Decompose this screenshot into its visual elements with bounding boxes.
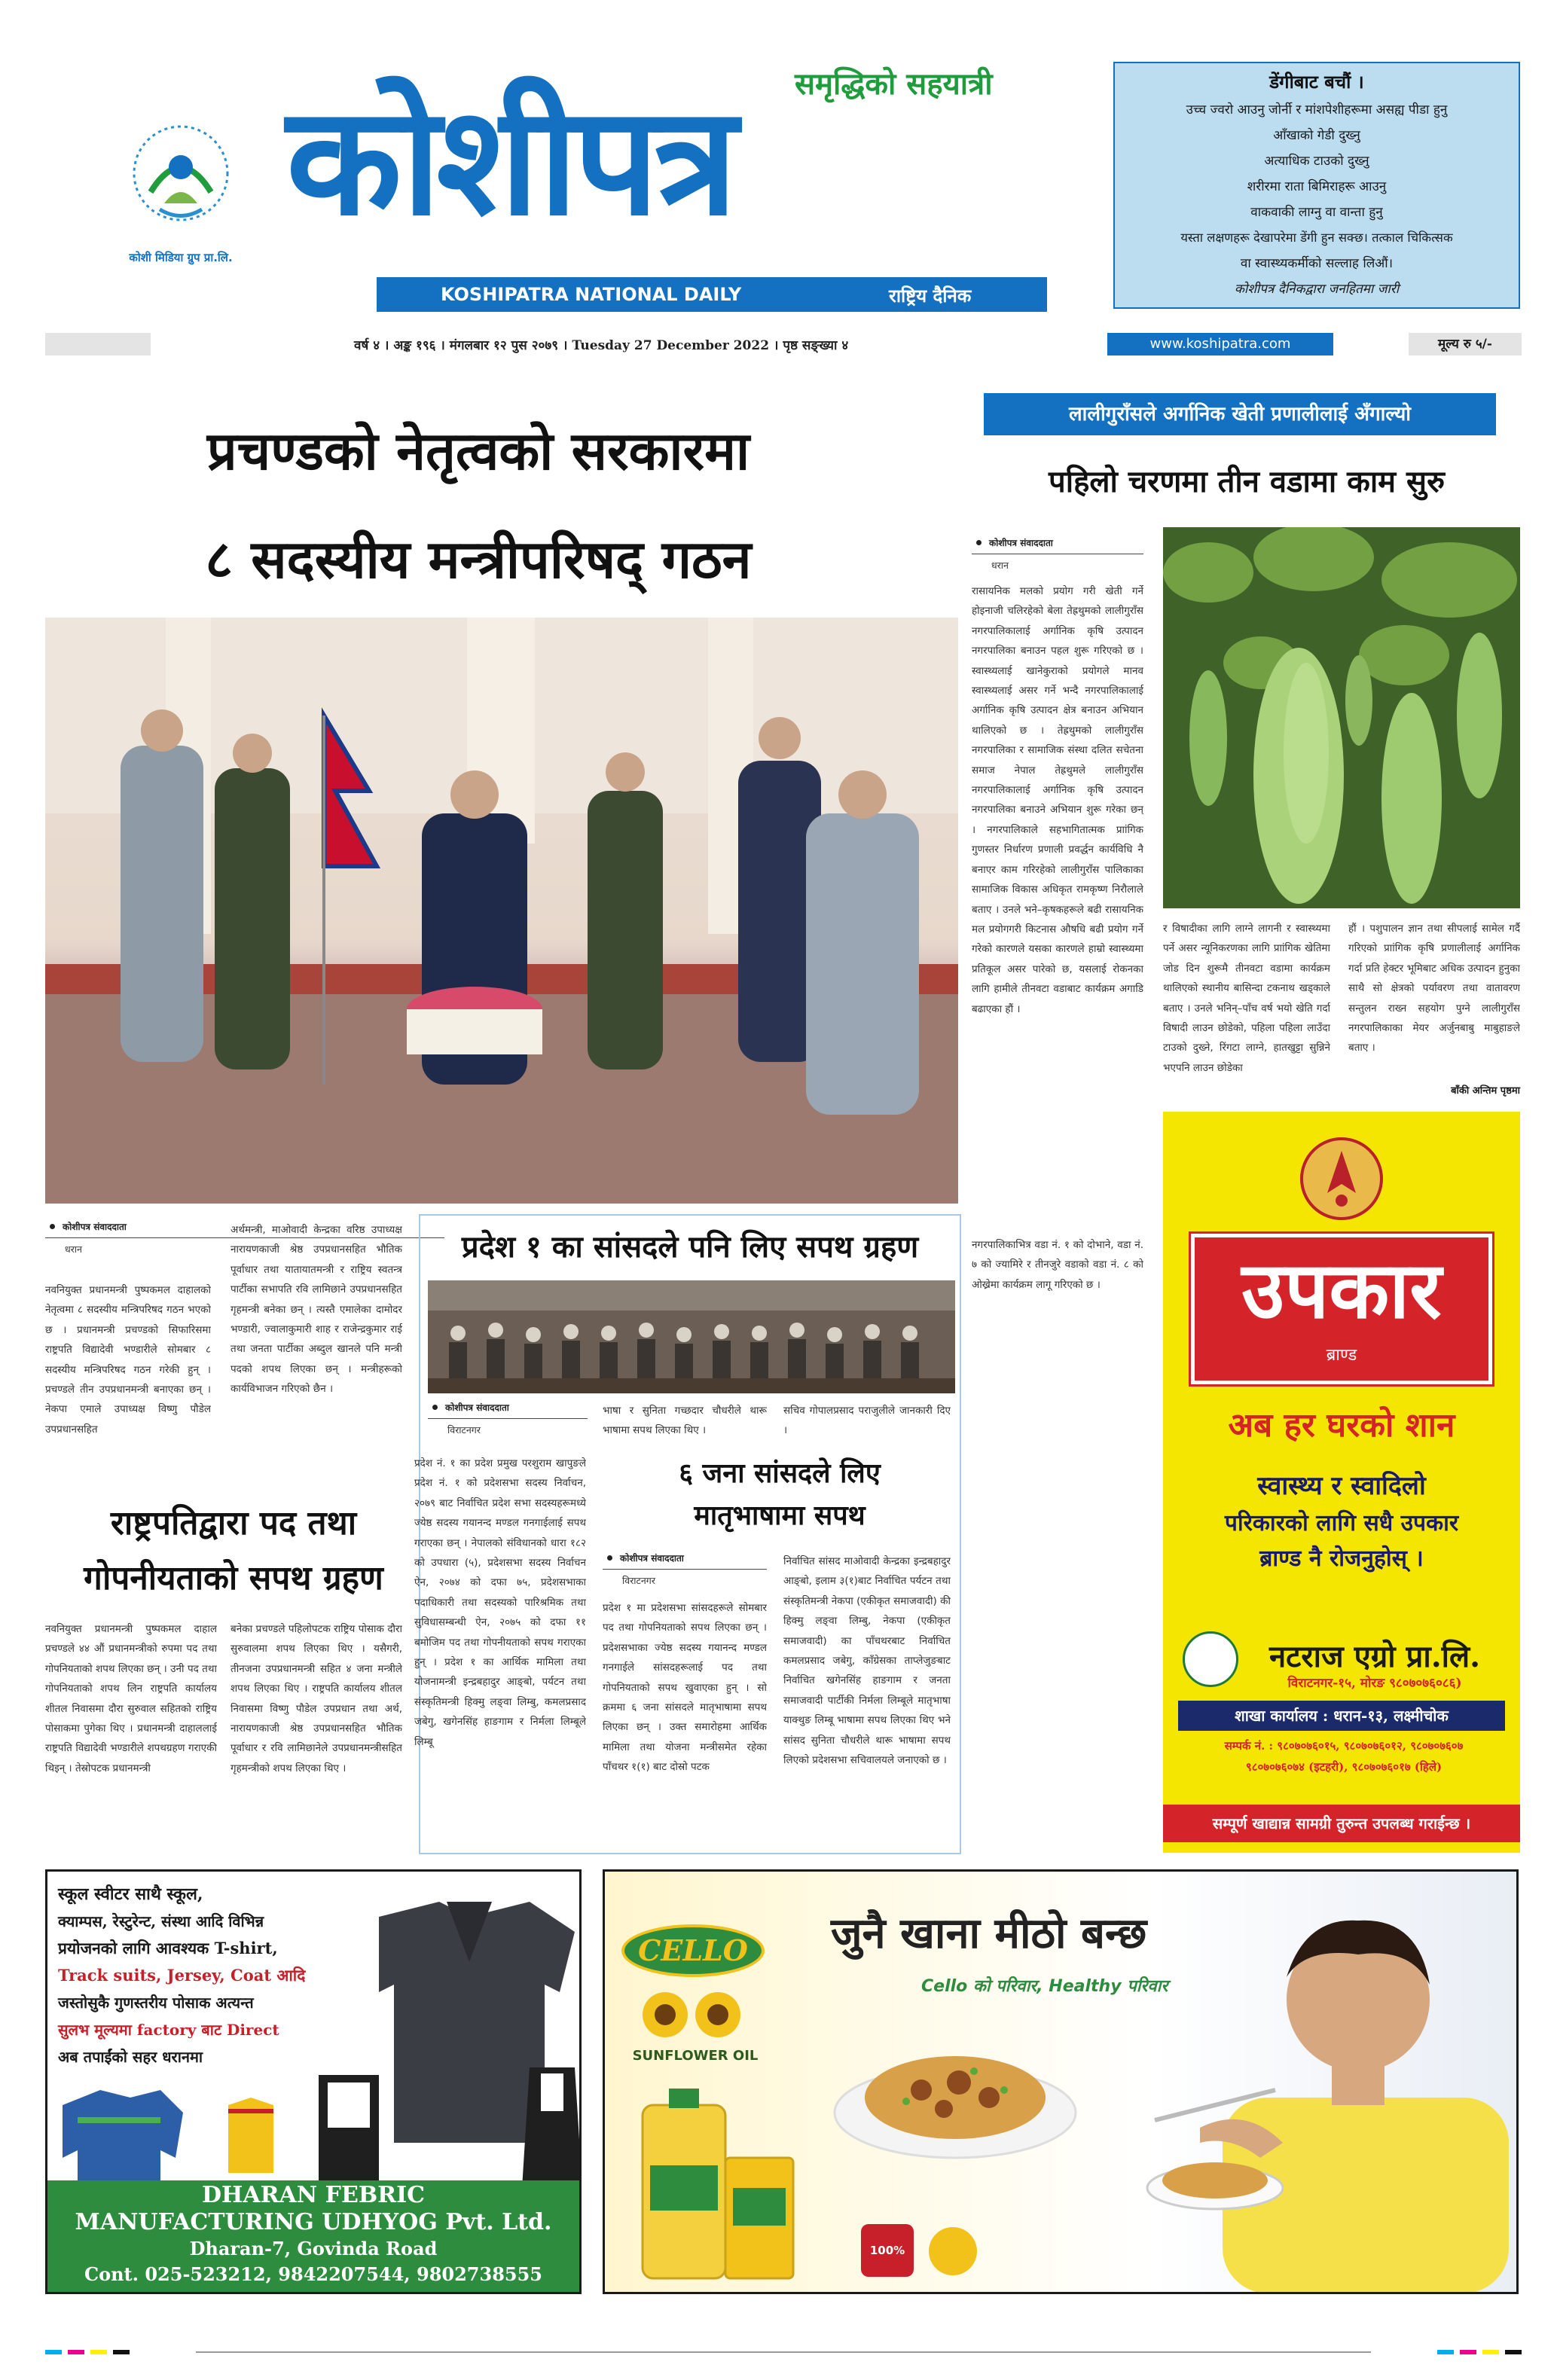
cello-ad[interactable] [603, 1869, 1519, 2294]
upakar-brand: उपकार [1241, 1244, 1442, 1336]
print-mark [113, 2350, 130, 2354]
dharan-ad-line: सुलभ मूल्यमा factory बाट Direct [58, 2021, 279, 2039]
swearing-in-photo [45, 618, 958, 1204]
oath-headline-2: गोपनीयताको सपथ ग्रहण [84, 1559, 383, 1597]
byline-text: कोशीपत्र संवाददाता [989, 538, 1053, 548]
dharan-ad-line: प्रयोजनको लागि आवश्यक T-shirt, [58, 1939, 278, 1957]
bullet-icon [432, 1405, 438, 1410]
koshi-media-logo[interactable] [105, 121, 256, 271]
masthead-sub-bar [377, 277, 1047, 312]
print-mark [1505, 2350, 1522, 2354]
lead-headline-2: ८ सदस्यीय मन्त्रीपरिषद् गठन [205, 528, 752, 590]
dharan-contact: Cont. 025-523212, 9842207544, 9802738555 [84, 2263, 542, 2285]
print-registration-marks [45, 2350, 1522, 2354]
dharan-febric-ad[interactable] [45, 1869, 582, 2294]
province-col-1: प्रदेश नं. १ का प्रदेश प्रमुख परशुराम खापुङले प्रदेश नं. १ को प्रदेशसभा सदस्य निर्वाचन, २०७९ बाट निर्वाचित प्रदेश सभा सदस्यहरूमध्ये ज्येष्ठ सदस्य गयानन्द मण्डल गनगाईलाई सपथ गराएका छन् । नेपालको संविधानको धारा १८२ को उपधारा (५), प्रदेशसभा सदस्य निर्वाचन ऐन, २०७४ को दफा ७५, प्रदेशसभाका पदाधिकारी तथा सदस्यको पारिश्रमिक तथा सुविधासम्बन्धी ऐन, २०७५ को दफा ११ बमोजिम पद तथा गोपनीयताको सपथ गराएका हुन् । प्रदेश १ का आर्थिक मामिला तथा योजनामन्त्री इन्द्रबहादुर आङ्बो, पर्यटन तथा संस्कृतिमन्त्री हिक्मु लङ्वा लिम्बु, कमलप्रसाद जबेगु, खगेनसिंह हाङगाम र निर्मला लिम्बूले लिम्बू [414, 1457, 586, 1748]
dharan-ad-line: अब तपाईंको सहर धरानमा [58, 2048, 203, 2066]
bullet-icon [50, 1224, 55, 1229]
upakar-ad[interactable] [1163, 1112, 1520, 1853]
swearing-in-illustration [45, 618, 958, 1204]
dengue-line: आँखाको गेडी दुख्नु [1273, 128, 1360, 143]
province-col-2: भाषा र सुनिता गच्छदार चौधरीले थारू भाषामा सपथ लिएका थिए । [603, 1405, 767, 1437]
upakar-emblem-icon [1300, 1137, 1383, 1220]
organic-story-head [972, 536, 1143, 575]
organic-col-2: र विषादीका लागि लाग्ने लागनी र स्वास्थ्यमा पर्ने असर न्यूनिकरणका लागि प्राांगिक खेतिमा जोड दिन शुरूमै तीनवटा वडामा कार्यक्रम थालिएको स्थानीय बासिन्दा टकनाथ खड्काले बताए । उनले भनिन्–पाँच वर्ष भयो खेति गर्दा विषादी लाउन छोडेको, पहिला पहिला लाउँदा टाउको दुख्ने, रिंगटा लाग्ने, हातखुट्टा सुन्निने भएपनि लाउन छोडेका [1163, 923, 1330, 1074]
upakar-address: विराटनगर-१५, मोरङ ९८०७०७६०८६) [1287, 1676, 1462, 1691]
bottle-gourd-illustration [1163, 527, 1520, 908]
dharan-name-2: MANUFACTURING UDHYOG Pvt. Ltd. [75, 2209, 552, 2235]
upakar-line-2: परिकारको लागि सधै उपकार [1224, 1510, 1459, 1536]
share-icon [929, 2227, 977, 2275]
oath-headline-1: राष्ट्रपतिद्वारा पद तथा [110, 1504, 357, 1542]
organic-col-3: हौं । पशुपालन ज्ञान तथा सीपलाई सामेल गर्दै गरिएको प्राांगिक कृषि प्रणालीलाई अर्गानिक गर्दा प्रति हेक्टर भूमिबाट अधिक उत्पादन हुनुका साथै सो क्षेत्रको पर्यावरण तथा वातावरण सन्तुलन राख्न सहयोग पुग्ने लालीगुराँस नगरपालिकाका मेयर अर्जुनबाबु माबुहाङले बताए । [1348, 923, 1520, 1054]
english-name: KOSHIPATRA NATIONAL DAILY [441, 284, 742, 305]
lead-col-2: अर्थमन्त्री, माओवादी केन्द्रका वरिष्ठ उपाध्यक्ष नारायणकाजी श्रेष्ठ उपप्रधानसहित भौतिक पूर्वाधार तथा यातायातमन्त्री र राष्ट्रिय स्वतन्त्र पार्टीका सभापति रवि लामिछाने उपप्रधानसहित गृहमन्त्री बनेका छन् । त्यस्तै एमालेका दामोदर भण्डारी, ज्वालाकुमारी शाह र राजेन्द्रकुमार राई तथा जनता पार्टीका अब्दुल खानले पनि मन्त्री पदको शपथ लिएका छन् । मन्त्रीहरूको कार्यविभाजन गरिएको छैन । [230, 1224, 402, 1396]
bottle-gourd-photo [1163, 527, 1520, 908]
dharan-address: Dharan-7, Govinda Road [189, 2238, 438, 2259]
print-mark [90, 2350, 107, 2354]
mother-tongue-col-1: प्रदेश १ मा प्रदेशसभा सांसदहरूले सोमबार पद तथा गोपनियताको सपथ लिएका छन् । प्रदेशसभाका ज्येष्ठ सदस्य गयानन्द मण्डल गनगाईले सांसदहरूलाई पद तथा गोपनियताको सपथ खुवाएका हुन् । सो क्रममा ६ जना सांसदले मातृभाषामा सपथ लिएका छन् । उक्त समारोहमा आर्थिक मामिला तथा योजना मन्त्रीसमेत रहेका पाँचथर १(१) बाट दोस्रो पटक [603, 1602, 767, 1774]
lead-col-1: नवनियुक्त प्रधानमन्त्री पुष्पकमल दाहालको नेतृत्वमा ८ सदस्यीय मन्त्रिपरिषद गठन भएको छ । प्रधानमन्त्री प्रचण्डको सिफारिसमा राष्ट्रपति विद्यादेवी भण्डारीले सोमबार ८ सदस्यीय मन्त्रिपरिषद गठन गरेकी हुन् । प्रचण्डले तीन उपप्रधानमन्त्री बनाएका छन् । नेकपा एमाले उपाध्यक्ष विष्णु पौडेल उपप्रधानसहित [45, 1284, 211, 1436]
print-mark [1482, 2350, 1499, 2354]
mother-tongue-byline [603, 1552, 767, 1570]
province-dateline: विराटनगर [447, 1424, 481, 1436]
badge-100-text: 100% [869, 2244, 905, 2257]
dengue-line: अत्याधिक टाउको दुख्नु [1264, 154, 1369, 169]
organic-dateline: धरान [991, 560, 1009, 571]
upakar-line-3: ब्राण्ड नै रोजनुहोस् । [1259, 1545, 1424, 1572]
province-byline [428, 1401, 588, 1419]
masthead-title: कोशीपत्र [286, 74, 734, 249]
masthead-tagline: समृद्धिको सहयात्री [795, 66, 993, 102]
print-rule [196, 2351, 1371, 2353]
byline-text: कोशीपत्र संवाददाता [445, 1402, 509, 1413]
oath-col-2: बनेका प्रचण्डले पहिलोपटक राष्ट्रिय पोसाक दौरा सुरुवालमा शपथ लिएका थिए । यसैगरी, तीनजना उपप्रधानमन्त्री सहित ४ जना मन्त्रीले शपथ लिएका थिए । राष्ट्रपति कार्यालय शीतल निवासमा विष्णु पौडेल उपप्रधान तथा अर्थ, नारायणकाजी श्रेष्ठ उपप्रधानसहित भौतिक पूर्वाधार र रवि लामिछानेले उपप्रधानमन्त्रीसहित गृहमन्त्रीको शपथ लिएका थिए । [230, 1623, 402, 1774]
sunflower-icon [635, 1985, 756, 2045]
print-mark [1437, 2350, 1454, 2354]
natraj-seal-icon [1183, 1631, 1238, 1687]
mother-tongue-headline-2: मातृभाषामा सपथ [694, 1500, 866, 1531]
oath-col-1: नवनियुक्त प्रधानमन्त्री पुष्पकमल दाहाल प्रचण्डले ४४ औं प्रधानमन्त्रीको रुपमा पद तथा गोपनियताको शपथ लिएका छन् । उनी पद तथा गोपनियताको शपथ लिन राष्ट्रपति कार्यालय शीतल निवासमा दौरा सुरुवाल सहितको राष्ट्रिय पोसाकमा पुगेका थिए । प्रधानमन्त्री दाहाललाई राष्ट्रपति विद्यादेवी भण्डारीले शपथग्रहण गराएकी थिइन् । तेस्रोपटक प्रधानमन्त्री [45, 1623, 217, 1774]
lead-dateline: धरान [65, 1243, 82, 1255]
cello-tagline: Cello को परिवार, Healthy परिवार [921, 1977, 1168, 1996]
cello-headline: जुनै खाना मीठो बन्छ [831, 1909, 1147, 1958]
issue-bar [45, 330, 1522, 362]
organic-col-1-cont: नगरपालिकाभित्र वडा नं. १ को दोभाने, वडा नं. ७ को ज्यामिरे र तीनजुरे वडाको वडा नं. ८ को ओख्रेमा कार्यक्रम लागू गरिएको छ । [972, 1239, 1143, 1291]
badge-100-icon [861, 2224, 914, 2277]
organic-kicker: लालीगुराँसले अर्गानिक खेती प्रणालीलाई अँगाल्यो [984, 393, 1496, 435]
dengue-line: शरीरमा राता बिमिराहरू आउनु [1247, 179, 1387, 194]
oil-bottles-illustration [627, 2075, 801, 2286]
website-link[interactable]: www.koshipatra.com [1107, 333, 1333, 355]
province-col-3: सचिव गोपालप्रसाद पराजुलीले जानकारी दिए । [783, 1405, 951, 1437]
dharan-ad-line: Track suits, Jersey, Coat आदि [58, 1966, 306, 1985]
nepali-sub: राष्ट्रिय दैनिक [889, 285, 972, 307]
byline-text: कोशीपत्र संवाददाता [63, 1222, 127, 1232]
dengue-notice [1113, 62, 1520, 309]
assembly-illustration [428, 1280, 955, 1393]
dharan-name-banner [47, 2180, 579, 2292]
bullet-icon [607, 1555, 612, 1561]
byline-text: कोशीपत्र संवाददाता [620, 1553, 684, 1564]
issue-bar-gray-left [45, 333, 151, 355]
logo-org-name: कोशी मिडिया ग्रुप प्रा.लि. [129, 251, 233, 264]
mother-tongue-col-2: निर्वाचित सांसद माओवादी केन्द्रका इन्द्रबहादुर आङ्बो, इलाम ३(१)बाट निर्वाचित पर्यटन तथा संस्कृतिमन्त्री नेकपा (एकीकृत समाजवादी) की हिक्मु लङ्वा लिम्बु, नेकपा (एकीकृत समाजवादी) का पाँचथरबाट निर्वाचित कमलप्रसाद जबेगु, काँग्रेसका ताप्लेजुङबाट निर्वाचित खगेनसिंह हाङगाम र जनता समाजवादी पार्टीकी निर्मला लिम्बूले मातृभाषा याक्थुङ लिम्बू भाषामा सपथ लिएका थिए भने सांसद सुनिता चौधरीले थारू भाषामा सपथ लिएको प्रदेशसभा सचिवालयले जनाएको छ । [783, 1555, 951, 1767]
dharan-name-1: DHARAN FEBRIC [201, 2182, 426, 2208]
upakar-company: नटराज एग्रो प्रा.लि. [1268, 1639, 1481, 1674]
mother-tongue-head [603, 1552, 767, 1590]
lead-headline-1: प्रचण्डको नेतृत्वको सरकारमा [206, 420, 750, 482]
mother-tongue-headline-1: ६ जना सांसदले लिए [679, 1457, 881, 1489]
cello-brand-badge [621, 1924, 765, 1977]
bullet-icon [976, 540, 982, 545]
continued-note: बाँकी अन्तिम पृष्ठमा [1451, 1085, 1520, 1097]
province-story-head [428, 1401, 588, 1439]
upakar-branch: शाखा कार्यालय : धरान-१३, लक्ष्मीचोक [1178, 1701, 1505, 1731]
school-uniform-illustration [47, 1872, 582, 2226]
model-illustration [1132, 1902, 1516, 2293]
biryani-plate-illustration [831, 2015, 1079, 2165]
upakar-brand-sub: ब्राण्ड [1326, 1346, 1357, 1365]
dharan-ad-line: क्याम्पस, रेस्टुरेन्ट, संस्था आदि विभिन्न [58, 1912, 264, 1930]
cello-product: SUNFLOWER OIL [632, 2048, 759, 2064]
upakar-line-1: स्वास्थ्य र स्वादिलो [1257, 1471, 1426, 1501]
cello-brand: CELLO [638, 1933, 748, 1967]
masthead [0, 0, 1557, 324]
mother-tongue-dateline: विराटनगर [622, 1575, 655, 1586]
dengue-line: वा स्वास्थ्यकर्मीको सल्लाह लिऔं। [1240, 256, 1394, 271]
print-mark [68, 2350, 84, 2354]
province-headline: प्रदेश १ का सांसदले पनि लिए सपथ ग्रहण [461, 1229, 919, 1265]
print-mark [1460, 2350, 1476, 2354]
dengue-title: डेंगीबाट बचौं । [1269, 71, 1364, 93]
koshi-media-logo-icon [105, 121, 256, 249]
upakar-footer: सम्पूर्ण खाद्यान्न सामग्री तुरुन्त उपलब्ध गराईन्छ । [1163, 1805, 1520, 1842]
dengue-line: वाकवाकी लाग्नु वा वान्ता हुनु [1250, 205, 1383, 220]
organic-headline: पहिलो चरणमा तीन वडामा काम सुरु [1049, 464, 1445, 499]
dharan-ad-line: जस्तोसुकै गुणस्तरीय पोसाक अत्यन्त [58, 1994, 254, 2012]
organic-col-1: रासायनिक मलको प्रयोग गरी खेती गर्ने होइनाजी चलिरहेको बेला तेह्रथुमको लालीगुराँस नगरपालिकालाई अर्गानिक कृषि उत्पादन नगरपालिका बनाउन पहल शुरू गरिएको छ । स्वास्थ्यलाई खानेकुराको प्रयोगले मानव स्वास्थ्यलाई असर गर्ने भन्दै नगरपालिकालाई अर्गानिक कृषि उत्पादन क्षेत्र बनाउन अभियान थालिएको छ । तेह्रथुमको लालीगुराँस नगरपालिका र सामाजिक संस्था दलित सचेतना समाज नेपाल तेह्रथुमले लालीगुराँस नगरपालिकालाई अर्गानिक कृषि उत्पादन नगरपालिका बनाउने अभियान शुरू गरेका छन् । नगरपालिकाले सहभागितात्मक प्राांगिक गुणस्तर निर्धारण प्रणाली प्रवर्द्धन कार्यविधि नै बनाएर काम गरिरहेको लालीगुराँस पालिकाका सामाजिक विकास अधिकृत रामकृष्ण निरौलाले बताए । उनले भने–कृषकहरूले बढी रासायनिक मल प्रयोगगरी किटनास औषधि बढी प्रयोग गर्ने गरेको कारणले यसका कारणले हाम्रो स्वास्थ्यमा प्रतिकूल असर पारेको छ, यसलाई रोकनका लागि हामीले तीनवटा वडाबाट कार्यक्रम अगाडि बढाएका हौं । [972, 585, 1143, 1015]
issue-info: वर्ष ४ । अङ्क १९६ । मंगलबार १२ पुस २०७९ । Tuesday 27 December 2022 । पृष्ठ सङ्ख्या ४ [354, 338, 849, 353]
upakar-contact-2: ९८०७०७६०७४ (इटहरी), ९८०७०७६०१७ (हिले) [1245, 1760, 1443, 1774]
upakar-slogan: अब हर घरको शान [1228, 1406, 1455, 1445]
upakar-brand-box [1191, 1234, 1492, 1384]
dharan-ad-line: स्कूल स्वीटर साथै स्कूल, [58, 1884, 203, 1904]
province-assembly-photo [428, 1280, 955, 1393]
organic-byline [972, 536, 1143, 554]
dengue-line: यस्ता लक्षणहरू देखापरेमा डेंगी हुन सक्छ। तत्काल चिकित्सक [1180, 230, 1453, 245]
dengue-line: कोशीपत्र दैनिकद्वारा जनहितमा जारी [1234, 282, 1400, 297]
print-mark [45, 2350, 62, 2354]
upakar-contact-1: सम्पर्क नं. : ९८०७०७६०१५, ९८०७०७६०१२, ९८०७०७६०७ [1224, 1739, 1464, 1753]
dengue-line: उच्च ज्वरो आउनु जोर्नी र मांशपेशीहरूमा असह्य पीडा हुनु [1186, 102, 1448, 117]
price-label: मूल्य रु ५/- [1409, 333, 1522, 355]
